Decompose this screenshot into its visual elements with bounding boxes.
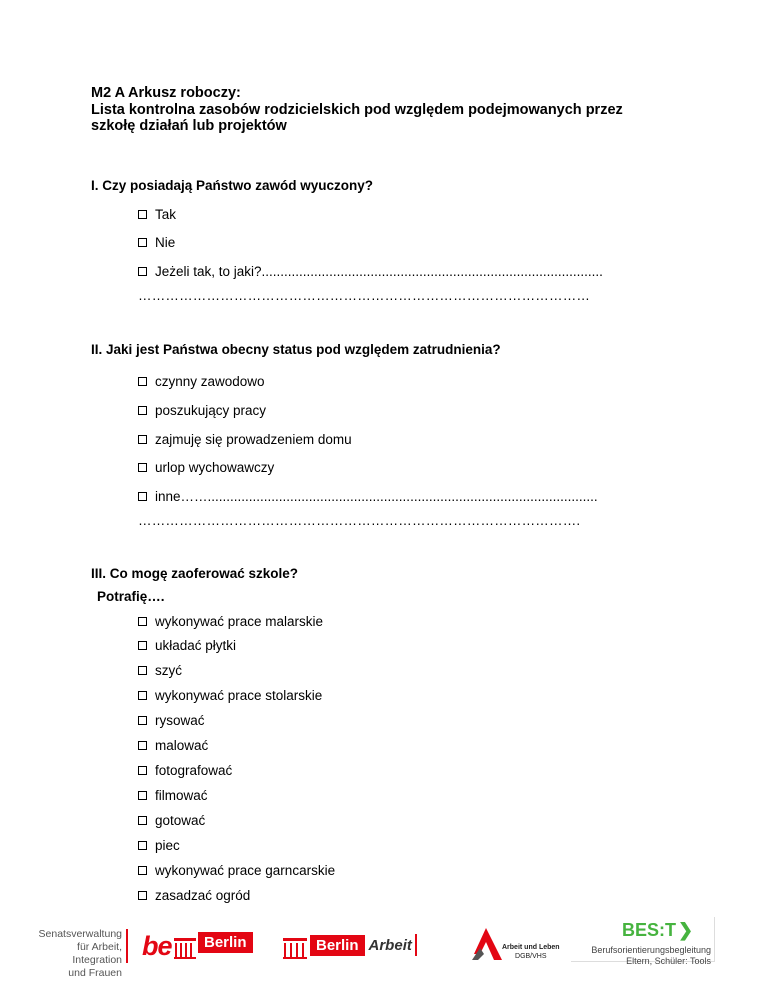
q3-option-photography[interactable] <box>138 763 232 778</box>
q2-option-parental-leave[interactable] <box>138 460 274 475</box>
brandenburg-gate-icon <box>283 936 307 960</box>
q3-option-carpentry[interactable] <box>138 688 322 703</box>
checkbox-icon[interactable] <box>138 406 147 415</box>
q3-option-painting[interactable] <box>138 738 208 753</box>
title-line-3: szkołę działań lub projektów <box>91 118 287 134</box>
q1-fill-line[interactable]: ……………………………………………………………………………………… <box>138 288 591 303</box>
option-label: filmować <box>155 788 208 803</box>
option-label: malować <box>155 738 209 753</box>
option-label: zasadzać ogród <box>155 888 251 903</box>
q3-option-pottery[interactable] <box>138 863 335 878</box>
checkbox-icon[interactable] <box>138 891 147 900</box>
be-text: be <box>142 931 172 961</box>
checkbox-icon[interactable] <box>138 791 147 800</box>
checkbox-icon[interactable] <box>138 617 147 626</box>
checkbox-icon[interactable] <box>138 463 147 472</box>
checkbox-icon[interactable] <box>138 766 147 775</box>
q3-option-tiling[interactable] <box>138 638 236 653</box>
arbeit-und-leben-logo-text <box>502 943 560 961</box>
q2-fill-line[interactable]: ……………………………………………………………………………………. <box>138 513 581 528</box>
q3-option-gardening[interactable] <box>138 888 250 903</box>
q1-option-no[interactable] <box>138 235 175 250</box>
checkbox-icon[interactable] <box>138 377 147 386</box>
q3-option-filming[interactable] <box>138 788 208 803</box>
berlin-text: Berlin <box>310 935 365 956</box>
best-logo-caption <box>575 945 711 967</box>
checkbox-icon[interactable] <box>138 841 147 850</box>
checkbox-icon[interactable] <box>138 666 147 675</box>
arbeit-und-leben-logo-icon <box>472 928 502 960</box>
be-berlin-logo <box>142 932 172 960</box>
question-3-label: III. Co mogę zaoferować szkole? <box>91 566 299 581</box>
q2-option-other[interactable] <box>138 489 598 504</box>
checkbox-icon[interactable] <box>138 210 147 219</box>
best-line-1: Berufsorientierungsbegleitung <box>591 945 711 955</box>
option-label: fotografować <box>155 763 233 778</box>
divider <box>126 929 128 963</box>
option-label: wykonywać prace garncarskie <box>155 863 336 878</box>
berlin-logo-1 <box>198 934 253 952</box>
checkbox-icon[interactable] <box>138 866 147 875</box>
option-label: wykonywać prace malarskie <box>155 614 324 629</box>
berlin-text: Berlin <box>198 932 253 953</box>
option-label: układać płytki <box>155 638 237 653</box>
option-label: piec <box>155 838 180 853</box>
checkbox-icon[interactable] <box>138 238 147 247</box>
senat-logo-text <box>36 928 122 980</box>
q2-option-household[interactable] <box>138 432 352 447</box>
option-label: Jeżeli tak, to jaki?........................................................................................... <box>155 264 603 279</box>
q2-option-employed[interactable] <box>138 374 265 389</box>
option-label: czynny zawodowo <box>155 374 265 389</box>
option-label: wykonywać prace stolarskie <box>155 688 323 703</box>
question-3-sublabel: Potrafię…. <box>97 589 165 604</box>
q3-option-baking[interactable] <box>138 838 180 853</box>
divider <box>415 934 417 956</box>
option-label: szyć <box>155 663 182 678</box>
question-1-label: I. Czy posiadają Państwo zawód wyuczony? <box>91 178 374 193</box>
al-line-2: DGB/VHS <box>515 953 547 960</box>
question-2-label: II. Jaki jest Państwa obecny status pod względem zatrudnienia? <box>91 342 501 357</box>
best-logo <box>622 920 693 941</box>
q3-option-painting-work[interactable] <box>138 614 323 629</box>
arbeit-text: Arbeit <box>368 936 412 954</box>
checkbox-icon[interactable] <box>138 691 147 700</box>
checkbox-icon[interactable] <box>138 435 147 444</box>
q1-option-yes[interactable] <box>138 207 176 222</box>
option-label: rysować <box>155 713 205 728</box>
option-label: Nie <box>155 235 176 250</box>
q1-option-which[interactable] <box>138 264 603 279</box>
al-line-1: Arbeit und Leben <box>502 944 560 951</box>
best-line-2: Eltern, Schüler: Tools <box>626 956 711 966</box>
q3-option-drawing[interactable] <box>138 713 205 728</box>
brandenburg-gate-icon <box>174 936 196 960</box>
checkbox-icon[interactable] <box>138 641 147 650</box>
senat-line-1: Senatsverwaltung <box>38 928 122 940</box>
option-label: poszukujący pracy <box>155 403 267 418</box>
checkbox-icon[interactable] <box>138 741 147 750</box>
best-logo-text: BES:T <box>622 920 676 940</box>
senat-line-3: und Frauen <box>68 967 122 979</box>
option-label: zajmuję się prowadzeniem domu <box>155 432 352 447</box>
title-line-1: M2 A Arkusz roboczy: <box>91 85 241 101</box>
q3-option-sewing[interactable] <box>138 663 182 678</box>
option-label: urlop wychowawczy <box>155 460 275 475</box>
q2-option-seeking[interactable] <box>138 403 266 418</box>
q3-option-cooking[interactable] <box>138 813 205 828</box>
checkbox-icon[interactable] <box>138 267 147 276</box>
chevron-right-icon: ❯ <box>678 920 694 940</box>
checkbox-icon[interactable] <box>138 716 147 725</box>
checkbox-icon[interactable] <box>138 492 147 501</box>
option-label: gotować <box>155 813 206 828</box>
option-label: inne……........................................................................................................ <box>155 489 598 504</box>
page-title <box>91 85 623 135</box>
title-line-2: Lista kontrolna zasobów rodzicielskich pod względem podejmowanych przez <box>91 101 623 118</box>
option-label: Tak <box>155 207 177 222</box>
senat-line-2: für Arbeit, Integration <box>72 941 122 966</box>
checkbox-icon[interactable] <box>138 816 147 825</box>
berlin-arbeit-logo <box>310 934 417 956</box>
